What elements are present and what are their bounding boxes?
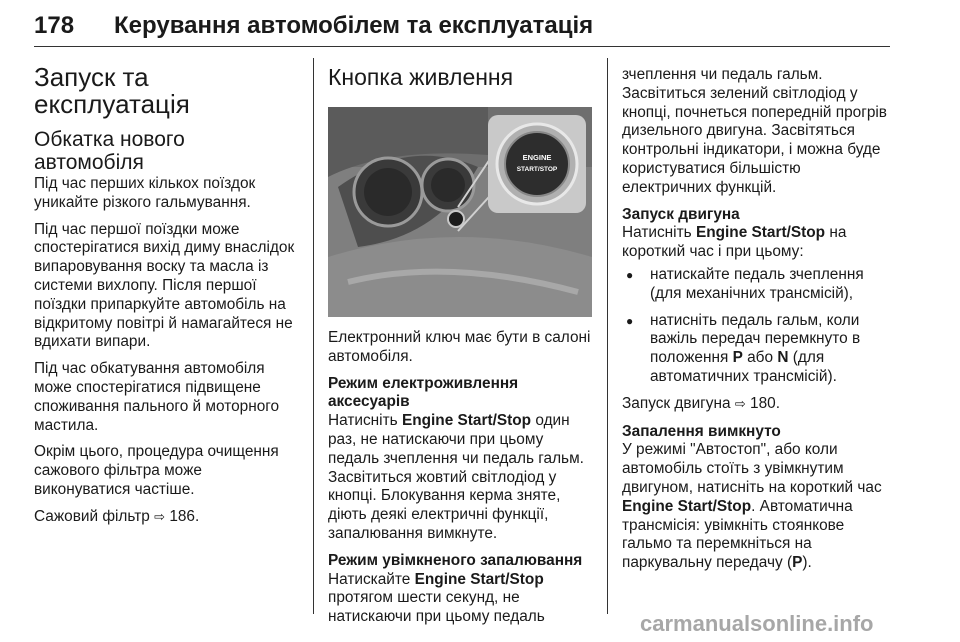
text: Натискайте — [328, 570, 411, 588]
gear-p: P — [792, 554, 803, 572]
text: . Автоматична трансмісія: увімкніть стоянкове гальмо та перемкніться на паркувальну передачу ( — [622, 497, 853, 572]
text: Натисніть — [622, 224, 692, 242]
page-header — [34, 6, 890, 46]
paragraph: Під час першої поїздки може спостерігатися вихід диму внаслідок випаровування воску та масла із системи вихлопу. Після першої поїздки припаркуйте автомобіль на відкритому повітрі й намагайтеся не вдихати випари. — [34, 220, 295, 351]
page-number: 178 — [34, 12, 75, 39]
cross-reference-text: Запуск двигуна — [622, 394, 731, 412]
subsection-heading-engine-start: Запуск двигуна — [622, 205, 740, 223]
column-divider-1 — [313, 58, 314, 614]
text: натискайте педаль зчеплення (для механічних трансмісій), — [650, 265, 864, 302]
paragraph — [328, 571, 594, 627]
text: на короткий час і при цьому: — [622, 224, 847, 261]
cross-reference-page: 180. — [750, 394, 780, 412]
watermark: carmanualsonline.info — [640, 611, 874, 636]
paragraph — [622, 441, 890, 573]
arrow-icon: ⇨ — [154, 509, 166, 525]
text: Натисніть — [328, 412, 398, 430]
button-label-engine: ENGINE — [522, 153, 552, 162]
column-3 — [622, 66, 890, 581]
paragraph — [328, 412, 594, 544]
text: У режимі "Автостоп", або коли автомобіль стоїть з увімкнутим двигуном, натисніть на короткий час — [622, 441, 882, 496]
text: ). — [802, 554, 812, 572]
subsection-heading-accessory-mode: Режим електроживлення аксесуарів — [328, 374, 519, 411]
cross-reference — [622, 395, 890, 415]
paragraph: зчеплення чи педаль гальм. Засвітиться зелений світлодіод у кнопці, почнеться попередній прогрів дизельного двигуна. Засвітяться контрольні індикатори, і можна буде користуватися більшістю електричних функцій. — [622, 66, 887, 196]
paragraph: Окрім цього, процедура очищення сажового фільтра може виконуватися частіше. — [34, 443, 279, 498]
paragraph: Під час обкатування автомобіля може спостерігатися підвищене споживання пального й моторного мастила. — [34, 360, 280, 434]
section-heading: Запуск та експлуатація — [34, 62, 190, 119]
subsection-heading: Обкатка нового автомобіля — [34, 128, 185, 174]
list-item — [622, 312, 890, 387]
subsection-heading-ignition-mode: Режим увімкненого запалювання — [328, 551, 583, 569]
section-heading-power-button: Кнопка живлення — [328, 64, 514, 90]
cross-reference-page: 186. — [169, 507, 200, 525]
button-name: Engine Start/Stop — [401, 412, 532, 430]
running-title: Керування автомобілем та експлуатація — [114, 12, 594, 39]
gear-n: N — [777, 349, 789, 367]
image-caption: Електронний ключ має бути в салоні автомобіля. — [328, 329, 591, 365]
column-2 — [328, 58, 594, 635]
cross-reference — [34, 508, 298, 528]
paragraph: Під час перших кількох поїздок уникайте різкого гальмування. — [34, 175, 256, 211]
button-name: Engine Start/Stop — [414, 570, 544, 588]
column-1 — [34, 58, 298, 536]
text: (для автоматичних трансмісій). — [650, 349, 837, 385]
list-item — [622, 266, 890, 304]
paragraph — [622, 224, 890, 262]
button-label-start-stop: START/STOP — [516, 166, 558, 173]
gear-p: P — [732, 349, 743, 367]
header-rule — [34, 46, 890, 47]
text: один раз, не натискаючи при цьому педаль зчеплення чи педаль гальм. Засвітиться жовтий світлодіод у кнопці. Блокування керма зняте, діють деякі електричні функції, запалювання вимкнуте. — [328, 412, 584, 542]
bullet-list — [622, 266, 890, 387]
button-name: Engine Start/Stop — [695, 224, 826, 242]
text: натисніть педаль гальм, коли важіль передач перемкнуто в положення — [650, 311, 861, 367]
text: протягом шести секунд, не натискаючи при цьому педаль — [328, 589, 545, 626]
subsection-heading-ignition-off: Запалення вимкнуто — [622, 422, 781, 440]
engine-start-stop-button-photo — [328, 107, 592, 317]
column-divider-2 — [607, 58, 608, 614]
button-name: Engine Start/Stop — [622, 497, 752, 515]
arrow-icon: ⇨ — [734, 396, 746, 412]
text: або — [747, 349, 774, 367]
cross-reference-text: Сажовий фільтр — [34, 507, 150, 525]
